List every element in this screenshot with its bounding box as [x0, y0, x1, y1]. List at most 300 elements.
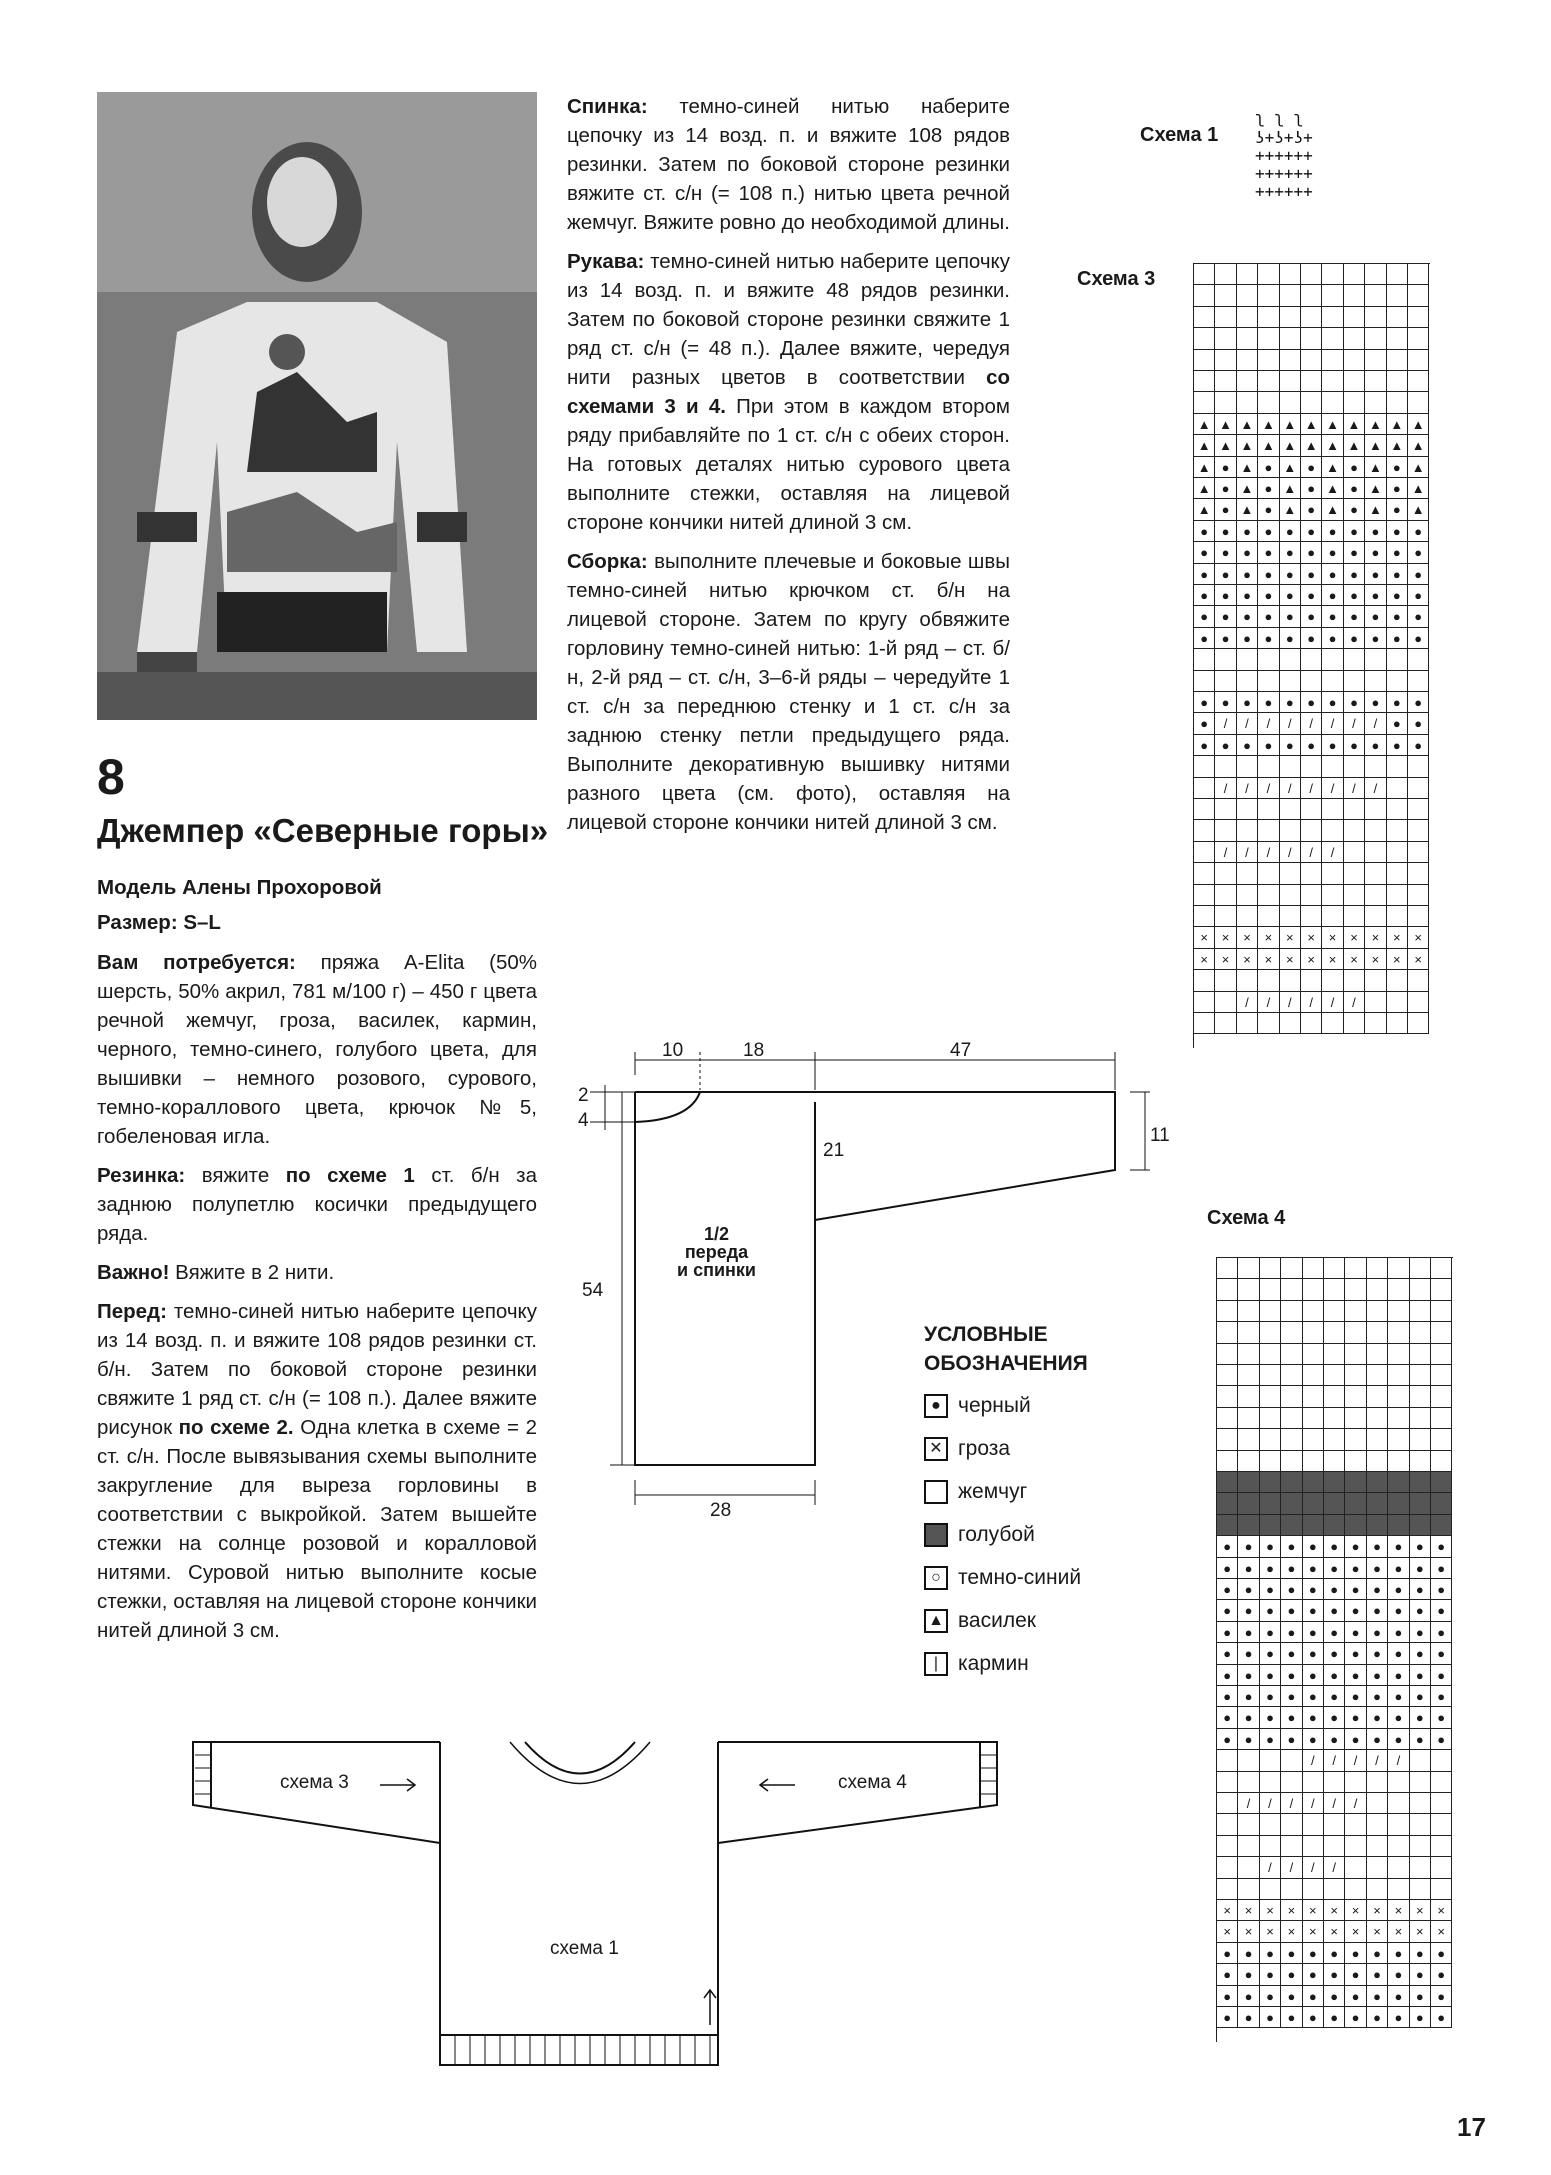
- grid-cell: ●: [1301, 542, 1322, 563]
- grid-cell: ●: [1217, 1986, 1238, 2007]
- grid-cell: [1322, 820, 1343, 841]
- grid-cell: [1238, 1429, 1259, 1450]
- grid-cell: [1303, 1429, 1324, 1450]
- grid-cell: ▲: [1280, 457, 1301, 478]
- grid-cell: [1345, 1493, 1366, 1514]
- grid-cell: [1365, 906, 1386, 927]
- grid-cell: ●: [1260, 1943, 1281, 1964]
- grid-cell: ●: [1345, 1986, 1366, 2007]
- grid-cell: [1431, 1344, 1452, 1365]
- grid-cell: ●: [1301, 499, 1322, 520]
- grid-cell: [1344, 371, 1365, 392]
- grid-cell: ●: [1322, 564, 1343, 585]
- grid-cell: ●: [1217, 1964, 1238, 1985]
- grid-cell: ●: [1258, 606, 1279, 627]
- grid-cell: ●: [1217, 2007, 1238, 2028]
- grid-cell: ●: [1388, 1622, 1409, 1643]
- legend-label-carmine: кармин: [958, 1652, 1029, 1675]
- grid-cell: [1431, 1451, 1452, 1472]
- grid-cell: [1387, 906, 1408, 927]
- grid-cell: [1431, 1472, 1452, 1493]
- grid-cell: [1215, 350, 1236, 371]
- sleeves-paragraph: [567, 247, 1010, 537]
- grid-cell: ▲: [1194, 499, 1215, 520]
- grid-cell: [1431, 1493, 1452, 1514]
- grid-cell: [1194, 799, 1215, 820]
- grid-cell: [1237, 799, 1258, 820]
- grid-cell: [1217, 1879, 1238, 1900]
- grid-cell: ●: [1215, 542, 1236, 563]
- grid-cell: ●: [1387, 499, 1408, 520]
- rib-lead: Резинка:: [97, 1164, 186, 1187]
- grid-cell: [1365, 885, 1386, 906]
- grid-cell: ●: [1217, 1600, 1238, 1621]
- grid-cell: [1303, 1814, 1324, 1835]
- grid-cell: [1388, 1879, 1409, 1900]
- grid-cell: ●: [1344, 457, 1365, 478]
- grid-cell: ●: [1408, 628, 1429, 649]
- front-text-b: по схеме 2.: [178, 1416, 294, 1439]
- grid-cell: [1388, 1493, 1409, 1514]
- grid-cell: ▲: [1365, 499, 1386, 520]
- grid-cell: [1217, 1301, 1238, 1322]
- grid-cell: ●: [1324, 1579, 1345, 1600]
- grid-cell: ▲: [1365, 414, 1386, 435]
- materials-text: пряжа A-Elita (50% шерсть, 50% акрил, 781 м/100 г) – 450 г цвета речной жемчуг, гроза, василек, кармин, черного, темно-синего, голубого цвета, для вышивки – немного розового, сурового, темно-кораллового цвета, крючок №5, гобеленовая игла.: [97, 951, 538, 1148]
- grid-cell: [1237, 392, 1258, 413]
- grid-cell: [1260, 1772, 1281, 1793]
- grid-cell: ×: [1237, 949, 1258, 970]
- grid-cell: [1238, 1493, 1259, 1514]
- grid-cell: [1258, 350, 1279, 371]
- grid-cell: [1365, 371, 1386, 392]
- grid-cell: ●: [1215, 478, 1236, 499]
- grid-cell: [1258, 799, 1279, 820]
- grid-cell: ●: [1280, 585, 1301, 606]
- grid-cell: ●: [1238, 1986, 1259, 2007]
- grid-cell: [1344, 970, 1365, 991]
- grid-cell: ●: [1388, 1729, 1409, 1750]
- grid-cell: ●: [1431, 1643, 1452, 1664]
- grid-cell: ●: [1344, 521, 1365, 542]
- grid-cell: ●: [1431, 1686, 1452, 1707]
- grid-cell: [1388, 1451, 1409, 1472]
- legend-thunder: [924, 1435, 1010, 1463]
- grid-cell: ●: [1365, 735, 1386, 756]
- grid-cell: [1280, 307, 1301, 328]
- grid-cell: [1367, 1258, 1388, 1279]
- grid-cell: [1280, 756, 1301, 777]
- grid-cell: ●: [1281, 1665, 1302, 1686]
- grid-cell: [1388, 1857, 1409, 1878]
- grid-cell: ×: [1215, 927, 1236, 948]
- assembly-lead: Сборка:: [567, 550, 648, 573]
- grid-cell: ×: [1367, 1921, 1388, 1942]
- grid-cell: ●: [1408, 735, 1429, 756]
- grid-cell: [1367, 1451, 1388, 1472]
- grid-cell: ×: [1258, 927, 1279, 948]
- grid-cell: /: [1280, 992, 1301, 1013]
- grid-cell: [1215, 392, 1236, 413]
- grid-cell: ●: [1238, 1665, 1259, 1686]
- grid-cell: ●: [1324, 1600, 1345, 1621]
- dim-21: 21: [823, 1140, 845, 1161]
- grid-cell: ●: [1280, 564, 1301, 585]
- grid-cell: [1345, 1344, 1366, 1365]
- grid-cell: ×: [1344, 927, 1365, 948]
- grid-cell: ●: [1281, 1579, 1302, 1600]
- grid-cell: [1281, 1814, 1302, 1835]
- grid-cell: /: [1344, 778, 1365, 799]
- grid-cell: [1344, 392, 1365, 413]
- grid-cell: [1281, 1258, 1302, 1279]
- grid-cell: /: [1388, 1750, 1409, 1771]
- grid-cell: [1194, 820, 1215, 841]
- grid-cell: ●: [1345, 1686, 1366, 1707]
- grid-cell: ●: [1217, 1707, 1238, 1728]
- grid-cell: ●: [1238, 1707, 1259, 1728]
- grid-cell: [1408, 906, 1429, 927]
- grid-cell: [1238, 1451, 1259, 1472]
- grid-cell: [1194, 649, 1215, 670]
- grid-cell: ●: [1431, 1986, 1452, 2007]
- grid-cell: /: [1322, 992, 1343, 1013]
- grid-cell: ●: [1238, 1600, 1259, 1621]
- grid-cell: [1324, 1836, 1345, 1857]
- grid-cell: [1410, 1879, 1431, 1900]
- grid-cell: [1301, 671, 1322, 692]
- grid-cell: [1280, 885, 1301, 906]
- grid-cell: [1344, 820, 1365, 841]
- back-lead: Спинка:: [567, 95, 648, 118]
- grid-cell: ●: [1281, 1943, 1302, 1964]
- legend-title-line-2: ОБОЗНАЧЕНИЯ: [924, 1352, 1088, 1375]
- grid-cell: [1301, 799, 1322, 820]
- grid-cell: ●: [1322, 521, 1343, 542]
- grid-cell: ●: [1345, 1536, 1366, 1557]
- grid-cell: [1238, 1750, 1259, 1771]
- front-paragraph: [97, 1297, 537, 1645]
- grid-cell: ●: [1431, 1579, 1452, 1600]
- grid-cell: [1238, 1879, 1259, 1900]
- grid-cell: ●: [1260, 1707, 1281, 1728]
- grid-cell: ●: [1258, 628, 1279, 649]
- grid-cell: ●: [1388, 1558, 1409, 1579]
- grid-cell: [1388, 1814, 1409, 1835]
- grid-cell: /: [1344, 992, 1365, 1013]
- grid-cell: [1237, 285, 1258, 306]
- grid-cell: ×: [1281, 1921, 1302, 1942]
- assembly-paragraph: [567, 547, 1010, 837]
- grid-cell: /: [1258, 713, 1279, 734]
- grid-cell: ●: [1194, 606, 1215, 627]
- svg-text:ʅ ʅ ʅ: ʅ ʅ ʅ: [1255, 108, 1304, 127]
- grid-cell: ●: [1365, 542, 1386, 563]
- grid-cell: [1215, 328, 1236, 349]
- grid-cell: ●: [1387, 478, 1408, 499]
- photo-woman-sweater: [97, 92, 537, 720]
- grid-cell: ●: [1324, 1729, 1345, 1750]
- grid-cell: [1301, 885, 1322, 906]
- grid-cell: [1345, 1258, 1366, 1279]
- grid-cell: [1365, 307, 1386, 328]
- grid-cell: [1387, 671, 1408, 692]
- grid-cell: [1410, 1451, 1431, 1472]
- grid-cell: [1194, 328, 1215, 349]
- grid-cell: [1388, 1344, 1409, 1365]
- grid-cell: ●: [1215, 499, 1236, 520]
- grid-cell: [1217, 1279, 1238, 1300]
- grid-cell: ×: [1280, 927, 1301, 948]
- grid-cell: ▲: [1280, 435, 1301, 456]
- grid-cell: ●: [1408, 606, 1429, 627]
- grid-cell: [1322, 863, 1343, 884]
- grid-cell: ▲: [1387, 414, 1408, 435]
- grid-cell: ●: [1238, 1964, 1259, 1985]
- grid-cell: [1303, 1772, 1324, 1793]
- grid-cell: ▲: [1365, 457, 1386, 478]
- dim-28: 28: [710, 1500, 732, 1521]
- grid-cell: ●: [1388, 1600, 1409, 1621]
- grid-cell: ●: [1215, 521, 1236, 542]
- grid-cell: ●: [1238, 1643, 1259, 1664]
- grid-cell: [1365, 1013, 1386, 1034]
- grid-cell: [1215, 671, 1236, 692]
- grid-cell: ●: [1280, 628, 1301, 649]
- rib-text-b: по схеме 1: [285, 1164, 415, 1187]
- size: Размер: S–L: [97, 911, 221, 934]
- grid-cell: [1322, 885, 1343, 906]
- legend-label-pearl: жемчуг: [958, 1480, 1028, 1503]
- grid-cell: [1217, 1515, 1238, 1536]
- grid-cell: [1280, 970, 1301, 991]
- grid-cell: [1387, 970, 1408, 991]
- grid-cell: ●: [1367, 1707, 1388, 1728]
- grid-cell: ▲: [1258, 414, 1279, 435]
- grid-cell: /: [1324, 1750, 1345, 1771]
- grid-cell: ●: [1345, 1643, 1366, 1664]
- grid-cell: ●: [1301, 478, 1322, 499]
- grid-cell: ●: [1410, 1729, 1431, 1750]
- grid-cell: [1280, 820, 1301, 841]
- grid-cell: [1237, 1013, 1258, 1034]
- grid-cell: ●: [1408, 564, 1429, 585]
- grid-cell: [1301, 350, 1322, 371]
- grid-cell: [1238, 1408, 1259, 1429]
- grid-cell: [1260, 1279, 1281, 1300]
- grid-cell: /: [1237, 778, 1258, 799]
- rib-text-a: вяжите: [185, 1164, 286, 1187]
- grid-cell: ●: [1367, 1600, 1388, 1621]
- grid-cell: [1410, 1258, 1431, 1279]
- grid-cell: ●: [1410, 2007, 1431, 2028]
- grid-cell: [1301, 756, 1322, 777]
- grid-cell: [1281, 1451, 1302, 1472]
- grid-cell: [1431, 1793, 1452, 1814]
- grid-cell: ●: [1431, 2007, 1452, 2028]
- grid-cell: [1281, 1386, 1302, 1407]
- grid-cell: ●: [1280, 542, 1301, 563]
- grid-cell: ×: [1322, 949, 1343, 970]
- grid-cell: [1303, 1279, 1324, 1300]
- grid-cell: [1324, 1814, 1345, 1835]
- grid-cell: [1367, 1408, 1388, 1429]
- grid-cell: [1367, 1814, 1388, 1835]
- grid-cell: ●: [1410, 1964, 1431, 1985]
- grid-cell: [1258, 970, 1279, 991]
- grid-cell: [1344, 350, 1365, 371]
- grid-cell: ▲: [1215, 414, 1236, 435]
- grid-cell: [1237, 756, 1258, 777]
- grid-cell: [1260, 1408, 1281, 1429]
- grid-cell: /: [1280, 778, 1301, 799]
- grid-cell: [1431, 1772, 1452, 1793]
- grid-cell: ●: [1303, 1707, 1324, 1728]
- important-text: Вяжите в 2 нити.: [169, 1261, 335, 1284]
- grid-cell: ●: [1238, 1558, 1259, 1579]
- grid-cell: [1388, 1772, 1409, 1793]
- grid-cell: ●: [1387, 457, 1408, 478]
- grid-cell: [1324, 1386, 1345, 1407]
- grid-cell: ●: [1301, 585, 1322, 606]
- grid-cell: [1303, 1515, 1324, 1536]
- grid-cell: ●: [1238, 1536, 1259, 1557]
- grid-cell: ●: [1194, 628, 1215, 649]
- grid-cell: ●: [1280, 692, 1301, 713]
- grid-cell: ●: [1217, 1686, 1238, 1707]
- legend-title: [924, 1320, 1088, 1378]
- grid-cell: [1194, 392, 1215, 413]
- grid-cell: [1194, 778, 1215, 799]
- grid-cell: [1408, 842, 1429, 863]
- grid-cell: [1194, 285, 1215, 306]
- grid-cell: [1387, 799, 1408, 820]
- grid-cell: [1280, 328, 1301, 349]
- grid-cell: [1410, 1857, 1431, 1878]
- grid-cell: ●: [1410, 1622, 1431, 1643]
- grid-cell: ▲: [1387, 435, 1408, 456]
- grid-cell: [1365, 285, 1386, 306]
- grid-cell: [1324, 1279, 1345, 1300]
- grid-cell: ●: [1237, 542, 1258, 563]
- grid-cell: ●: [1367, 1986, 1388, 2007]
- grid-cell: [1387, 778, 1408, 799]
- grid-cell: [1258, 649, 1279, 670]
- back-text: темно-синей нитью наберите цепочку из 14 возд. п. и вяжите 108 рядов резинки. Затем по боковой стороне резинки вяжите ст. с/н (= 108 п.) нитью цвета речной жемчуг. Вяжите ровно до необходимой длины.: [567, 95, 1010, 234]
- grid-cell: [1365, 671, 1386, 692]
- grid-cell: [1344, 307, 1365, 328]
- grid-cell: ●: [1408, 585, 1429, 606]
- grid-cell: ●: [1217, 1943, 1238, 1964]
- grid-cell: ●: [1388, 1536, 1409, 1557]
- grid-cell: [1280, 392, 1301, 413]
- grid-cell: [1194, 350, 1215, 371]
- grid-cell: ▲: [1215, 435, 1236, 456]
- grid-cell: ●: [1324, 1536, 1345, 1557]
- grid-cell: ●: [1303, 1558, 1324, 1579]
- grid-cell: [1217, 1836, 1238, 1857]
- grid-cell: [1387, 820, 1408, 841]
- grid-cell: ×: [1303, 1921, 1324, 1942]
- grid-cell: /: [1303, 1793, 1324, 1814]
- sleeves-text-a: темно-синей нитью наберите цепочку из 14 возд. п. и вяжите 48 рядов резинки. Затем по боковой стороне резинки свяжите 1 ряд ст. с/н (= 48 п.). Далее вяжите, чередуя нити разных цветов в соответствии: [567, 250, 1010, 389]
- grid-cell: [1410, 1836, 1431, 1857]
- grid-cell: [1281, 1879, 1302, 1900]
- grid-cell: ●: [1260, 2007, 1281, 2028]
- grid-cell: ●: [1258, 542, 1279, 563]
- grid-cell: ●: [1194, 713, 1215, 734]
- grid-cell: ●: [1388, 1643, 1409, 1664]
- legend-carmine: [924, 1650, 1029, 1678]
- grid-cell: ●: [1281, 1729, 1302, 1750]
- grid-cell: ●: [1345, 1665, 1366, 1686]
- sweater-scheme-3-label: схема 3: [280, 1772, 349, 1793]
- grid-cell: ●: [1408, 713, 1429, 734]
- grid-cell: [1194, 307, 1215, 328]
- grid-cell: [1388, 1386, 1409, 1407]
- model-number: 8: [97, 749, 125, 805]
- grid-cell: ●: [1324, 1558, 1345, 1579]
- grid-cell: [1238, 1279, 1259, 1300]
- grid-cell: ●: [1281, 1986, 1302, 2007]
- grid-cell: ●: [1237, 521, 1258, 542]
- grid-cell: ●: [1281, 1686, 1302, 1707]
- grid-cell: [1345, 1472, 1366, 1493]
- grid-cell: [1237, 671, 1258, 692]
- grid-cell: [1258, 328, 1279, 349]
- grid-cell: ●: [1322, 585, 1343, 606]
- grid-cell: ●: [1365, 585, 1386, 606]
- grid-cell: ▲: [1194, 457, 1215, 478]
- grid-cell: /: [1344, 713, 1365, 734]
- grid-cell: [1281, 1493, 1302, 1514]
- grid-cell: ●: [1322, 542, 1343, 563]
- grid-cell: ●: [1238, 1579, 1259, 1600]
- grid-cell: [1367, 1515, 1388, 1536]
- grid-cell: [1410, 1279, 1431, 1300]
- grid-cell: [1365, 350, 1386, 371]
- grid-cell: [1410, 1814, 1431, 1835]
- grid-cell: [1194, 906, 1215, 927]
- grid-cell: [1217, 1344, 1238, 1365]
- grid-cell: ●: [1344, 606, 1365, 627]
- grid-cell: [1367, 1301, 1388, 1322]
- grid-cell: ●: [1303, 1600, 1324, 1621]
- grid-cell: ●: [1410, 1536, 1431, 1557]
- grid-cell: /: [1324, 1857, 1345, 1878]
- grid-cell: ×: [1194, 949, 1215, 970]
- grid-cell: [1217, 1451, 1238, 1472]
- grid-cell: ●: [1194, 521, 1215, 542]
- grid-cell: ●: [1388, 1964, 1409, 1985]
- svg-text:++++++: ++++++: [1255, 182, 1313, 201]
- grid-cell: ●: [1367, 1643, 1388, 1664]
- grid-cell: ×: [1431, 1921, 1452, 1942]
- grid-cell: ●: [1344, 478, 1365, 499]
- grid-cell: [1237, 328, 1258, 349]
- grid-cell: [1301, 328, 1322, 349]
- grid-cell: /: [1238, 1793, 1259, 1814]
- grid-cell: [1217, 1772, 1238, 1793]
- grid-cell: ●: [1260, 1665, 1281, 1686]
- grid-cell: [1322, 350, 1343, 371]
- scheme-4-title: Схема 4: [1207, 1207, 1286, 1229]
- grid-cell: ●: [1237, 564, 1258, 585]
- grid-cell: ●: [1345, 1622, 1366, 1643]
- grid-cell: ▲: [1258, 435, 1279, 456]
- grid-cell: [1408, 1013, 1429, 1034]
- grid-cell: ●: [1215, 606, 1236, 627]
